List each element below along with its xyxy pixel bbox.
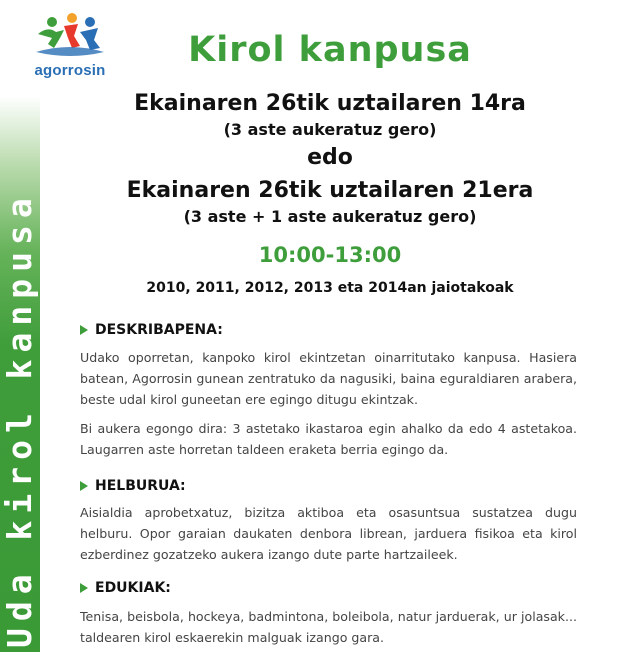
section-paragraph: Tenisa, beisbola, hockeya, badmintona, boleibola, natur jarduerak, ur jolasak... taldearen kirol eskaerekin malguak izango gara. — [80, 609, 577, 645]
bullet-triangle-icon — [80, 481, 88, 491]
dates-line-2: (3 aste aukeratuz gero) — [223, 120, 437, 139]
section-paragraph: Bi aukera egongo dira: 3 astetako ikastaroa egin ahalko da edo 4 astetakoa. Laugarren aste horretan taldeen eraketa berria egingo da. — [80, 421, 577, 457]
logo-text: agorrosin — [34, 62, 106, 79]
birth-years: 2010, 2011, 2012, 2013 eta 2014an jaiotakoak — [146, 280, 514, 296]
section-heading-label: HELBURUA: — [95, 478, 186, 494]
section-paragraph: Aisialdia aprobetxatuz, bizitza aktiboa eta osasuntsua sustatzea dugu helburu. Opor garaian daukaten denbora librean, jarduera fisikoa eta kirol ezberdinez gozatzeko aukera izango dute parte hartzaileek. — [80, 505, 577, 562]
section-heading-edukiak — [80, 580, 171, 596]
sidebar-band — [0, 96, 40, 652]
section-heading-label: EDUKIAK: — [95, 580, 171, 596]
logo-figures-icon — [34, 12, 106, 60]
section-heading-label: DESKRIBAPENA: — [95, 322, 223, 338]
section-paragraph: Udako oporretan, kanpoko kirol ekintzetan oinarritutako kanpusa. Hasiera batean, Agorrosin gunean zentratuko da nagusiki, baina eguraldiaren arabera, beste udal kirol guneetan ere egingo ditugu ekintzak. — [80, 350, 577, 407]
bullet-triangle-icon — [80, 325, 88, 335]
section-heading-helburua — [80, 478, 186, 494]
sidebar-title: Uda kirol kanpusa — [0, 191, 39, 648]
agorrosin-logo — [20, 12, 120, 78]
bullet-triangle-icon — [80, 583, 88, 593]
dates-or: edo — [307, 145, 353, 170]
page-title: Kirol kanpusa — [188, 30, 472, 70]
dates-line-1: Ekainaren 26tik uztailaren 14ra — [134, 91, 526, 116]
schedule-time: 10:00-13:00 — [258, 243, 402, 267]
section-heading-deskribapena — [80, 322, 223, 338]
dates-line-4: (3 aste + 1 aste aukeratuz gero) — [183, 207, 477, 226]
dates-line-3: Ekainaren 26tik uztailaren 21era — [126, 178, 534, 203]
